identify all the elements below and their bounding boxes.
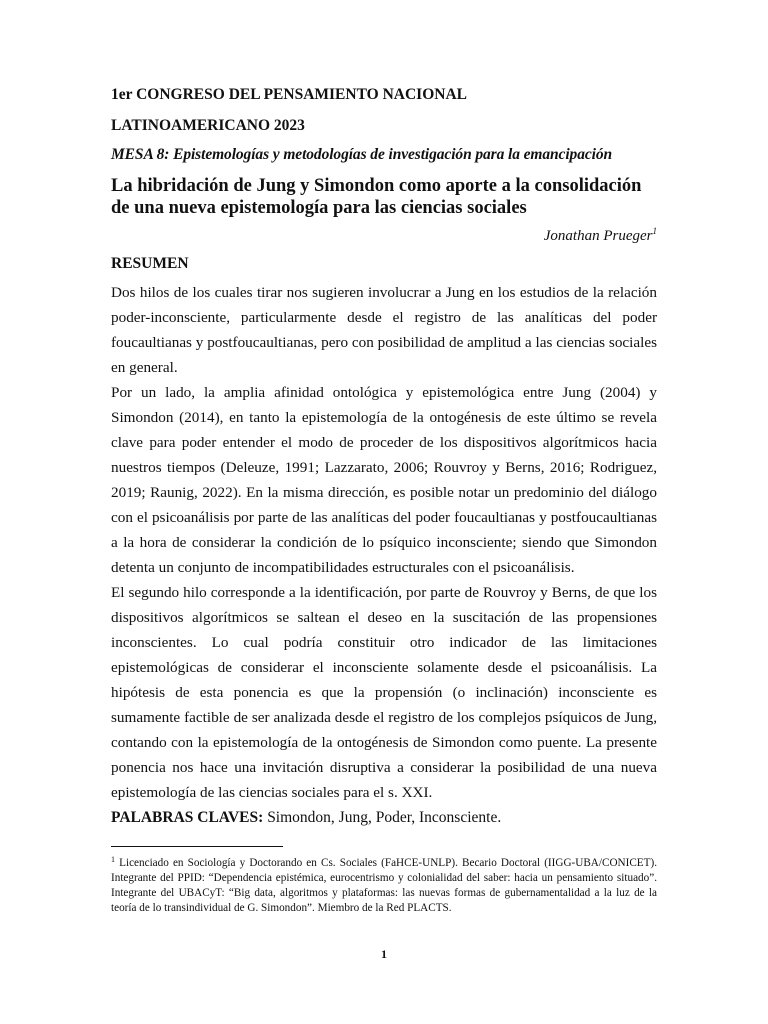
- author-line: [111, 226, 657, 245]
- footnote: [111, 852, 657, 916]
- footnote-separator: [111, 846, 283, 847]
- author-name: Jonathan Prueger: [543, 228, 653, 244]
- resumen-paragraph-3: El segundo hilo corresponde a la identificación, por parte de Rouvroy y Berns, de que los dispositivos algorítmicos se saltean el deseo en la suscitación de las propensiones inconscientes. Lo cual podría constituir otro indicador de las limitaciones epistemológicas de considerar el inconsciente solamente desde el psicoanálisis. La hipótesis de esta ponencia es que la propensión (o inclinación) inconsciente es sumamente factible de ser analizada desde el registro de los complejos psíquicos de Jung, contando con la epistemología de la ontogénesis de Simondon como puente. La presente ponencia nos hace una invitación disruptiva a considerar la posibilidad de una nueva epistemología de las ciencias sociales para el s. XXI.: [111, 584, 657, 801]
- page-number: 1: [381, 947, 387, 961]
- footnote-mark: 1: [111, 855, 115, 864]
- mesa-subtitle: MESA 8: Epistemologías y metodologías de investigación para la emancipación: [111, 146, 612, 163]
- keywords-value: Simondon, Jung, Poder, Inconsciente.: [263, 809, 502, 826]
- resumen-body: [111, 280, 657, 805]
- footnote-text: Licenciado en Sociología y Doctorando en Cs. Sociales (FaHCE-UNLP). Becario Doctoral (IIGG-UBA/CONICET). Integrante del PPID: “Dependencia epistémica, eurocentrismo y colonialidad del saber: hacia un pensamiento situado”. Integrante del UBACyT: “Big data, algoritmos y plataformas: las nuevas formas de gubernamentalidad a la luz de la teoría de lo transindividual de G. Simondon”. Miembro de la Red PLACTS.: [111, 857, 657, 914]
- resumen-heading: RESUMEN: [111, 255, 189, 272]
- paper-title: La hibridación de Jung y Simondon como aporte a la consolidación de una nueva epistemología para las ciencias sociales: [111, 176, 642, 218]
- resumen-paragraph-2: Por un lado, la amplia afinidad ontológica y epistemológica entre Jung (2004) y Simondon (2014), en tanto la epistemología de la ontogénesis de este último se revela clave para poder entender el modo de proceder de los dispositivos algorítmicos hacia nuestros tiempos (Deleuze, 1991; Lazzarato, 2006; Rouvroy y Berns, 2016; Rodriguez, 2019; Raunig, 2022). En la misma dirección, es posible notar un predominio del diálogo con el psicoanálisis por parte de las analíticas del poder foucaultianas y postfoucaultianas a la hora de considerar la condición de lo psíquico inconsciente; siendo que Simondon detenta un conjunto de incompatibilidades estructurales con el psicoanálisis.: [111, 384, 657, 576]
- author-footnote-mark: 1: [652, 226, 657, 236]
- keywords-label: PALABRAS CLAVES:: [111, 809, 264, 826]
- congress-title-line-2: LATINOAMERICANO 2023: [111, 117, 305, 134]
- keywords-line: [111, 809, 657, 827]
- congress-title-line-1: 1er CONGRESO DEL PENSAMIENTO NACIONAL: [111, 86, 467, 103]
- resumen-paragraph-1: Dos hilos de los cuales tirar nos sugieren involucrar a Jung en los estudios de la relación poder-inconsciente, particularmente desde el registro de las analíticas del poder foucaultianas y postfoucaultianas, pero con posibilidad de amplitud a las ciencias sociales en general.: [111, 284, 657, 376]
